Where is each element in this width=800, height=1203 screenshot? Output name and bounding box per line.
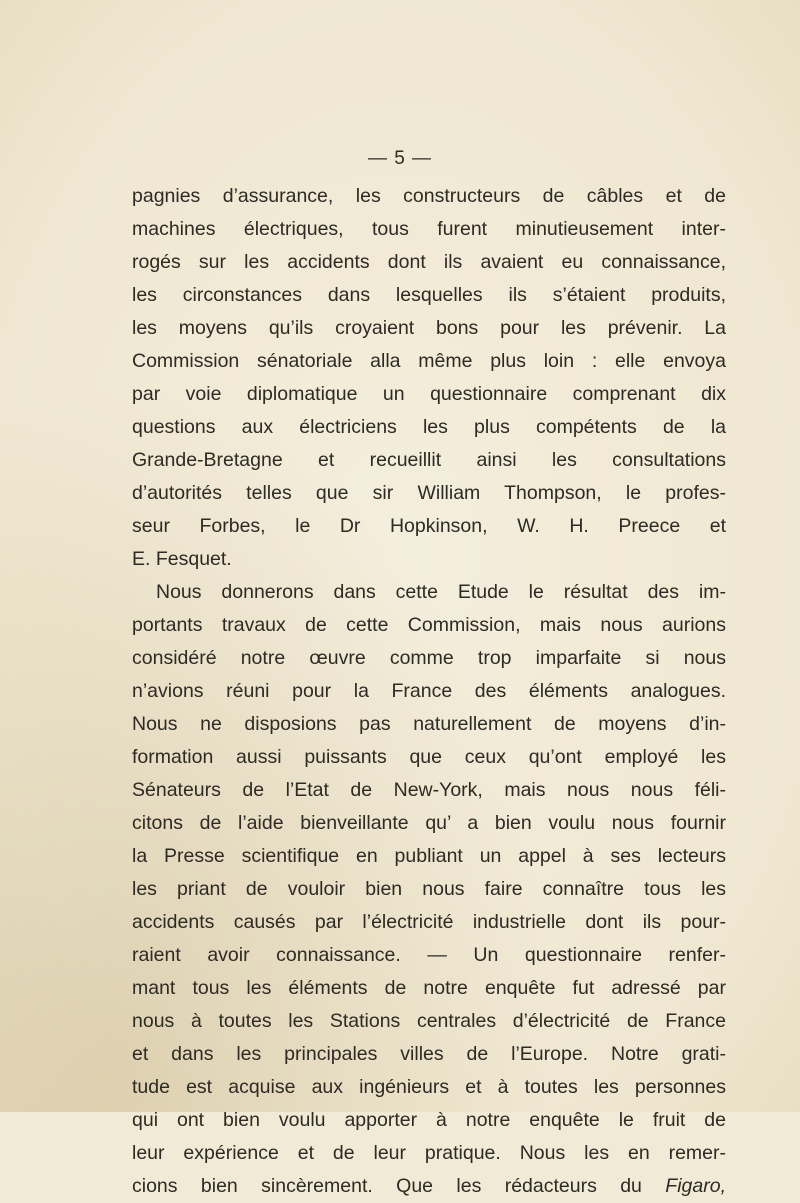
text-line: d’autorités telles que sir William Thompson, le profes- bbox=[132, 482, 726, 504]
page-number: — 5 — bbox=[367, 148, 433, 169]
final-text-line bbox=[132, 1170, 726, 1203]
text-line: et dans les principales villes de l’Europe. Notre grati- bbox=[132, 1043, 726, 1065]
text-line: considéré notre œuvre comme trop imparfaite si nous bbox=[132, 647, 726, 669]
text-line: rogés sur les accidents dont ils avaient eu connaissance, bbox=[132, 251, 726, 273]
text-line: seur Forbes, le Dr Hopkinson, W. H. Preece et bbox=[132, 515, 726, 537]
paragraph-start-line: Nous donnerons dans cette Etude le résultat des im- bbox=[156, 581, 726, 603]
text-line: Nous ne disposions pas naturellement de moyens d’in- bbox=[132, 713, 726, 735]
text-line: machines électriques, tous furent minutieusement inter- bbox=[132, 218, 726, 240]
text-line: mant tous les éléments de notre enquête fut adressé par bbox=[132, 977, 726, 999]
text-line: les priant de vouloir bien nous faire connaître tous les bbox=[132, 878, 726, 900]
body-text bbox=[132, 180, 726, 1203]
text-line: Grande-Bretagne et recueillit ainsi les consultations bbox=[132, 449, 726, 471]
text-line: qui ont bien voulu apporter à notre enquête le fruit de bbox=[132, 1109, 726, 1131]
text-line: Sénateurs de l’Etat de New-York, mais nous nous féli- bbox=[132, 779, 726, 801]
text-line: leur expérience et de leur pratique. Nous les en remer- bbox=[132, 1142, 726, 1164]
text-line: citons de l’aide bienveillante qu’ a bien voulu nous fournir bbox=[132, 812, 726, 834]
text-line: nous à toutes les Stations centrales d’électricité de France bbox=[132, 1010, 726, 1032]
italic-word: Figaro, bbox=[665, 1175, 726, 1197]
text-line: par voie diplomatique un questionnaire comprenant dix bbox=[132, 383, 726, 405]
text-line: pagnies d’assurance, les constructeurs de câbles et de bbox=[132, 185, 726, 207]
text-line: tude est acquise aux ingénieurs et à toutes les personnes bbox=[132, 1076, 726, 1098]
text-line: E. Fesquet. bbox=[132, 548, 232, 570]
text-line: Commission sénatoriale alla même plus loin : elle envoya bbox=[132, 350, 726, 372]
text-line: questions aux électriciens les plus compétents de la bbox=[132, 416, 726, 438]
text-line: les moyens qu’ils croyaient bons pour les prévenir. La bbox=[132, 317, 726, 339]
text-line: les circonstances dans lesquelles ils s’étaient produits, bbox=[132, 284, 726, 306]
final-line-text: cions bien sincèrement. Que les rédacteurs du bbox=[132, 1175, 642, 1197]
text-line: accidents causés par l’électricité industrielle dont ils pour- bbox=[132, 911, 726, 933]
text-line: la Presse scientifique en publiant un appel à ses lecteurs bbox=[132, 845, 726, 867]
text-line: formation aussi puissants que ceux qu’ont employé les bbox=[132, 746, 726, 768]
text-line: raient avoir connaissance. — Un questionnaire renfer- bbox=[132, 944, 726, 966]
text-line: portants travaux de cette Commission, mais nous aurions bbox=[132, 614, 726, 636]
text-line: n’avions réuni pour la France des éléments analogues. bbox=[132, 680, 726, 702]
